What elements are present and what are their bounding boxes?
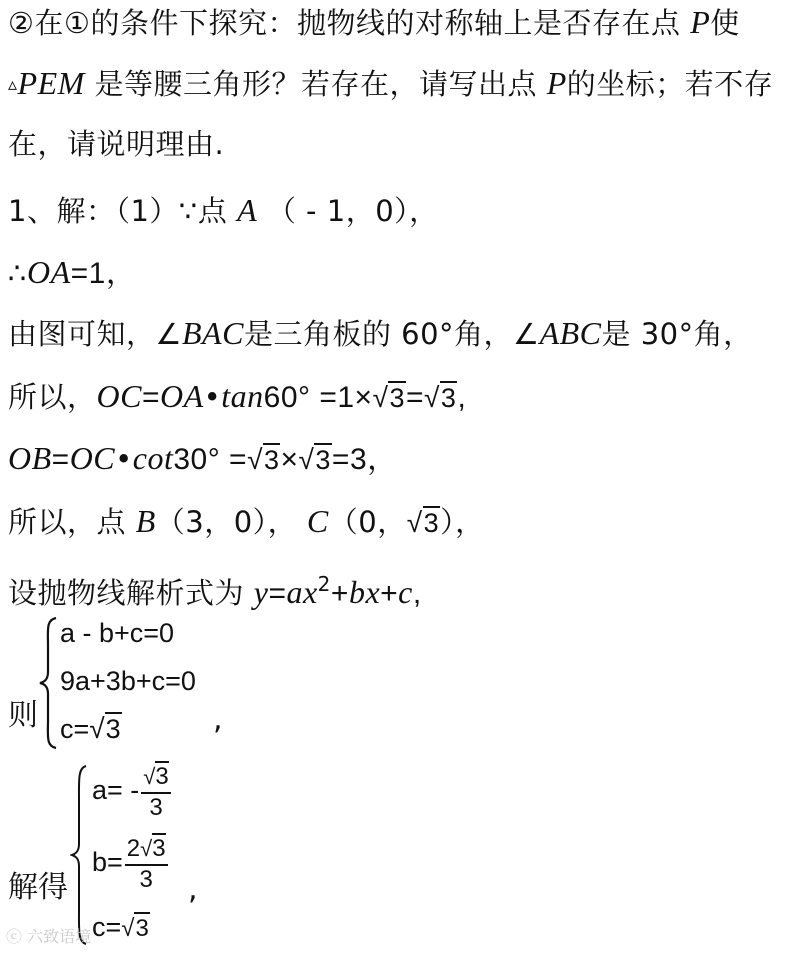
solution-line-3 bbox=[8, 313, 753, 354]
equation-b bbox=[92, 834, 168, 894]
fraction: $\frac{√3}{3}$ bbox=[143, 763, 169, 821]
comma: , bbox=[188, 872, 198, 907]
solution-line-6 bbox=[8, 501, 485, 543]
equation-lhs: c= bbox=[92, 912, 122, 942]
problem-text: 的坐标；若不存 bbox=[566, 67, 774, 101]
solution-text: 设抛物线解析式为 bbox=[8, 576, 245, 610]
equation-system-2 bbox=[8, 760, 308, 950]
system-lead-text: 解得 bbox=[8, 870, 68, 905]
sqrt-3: √3 bbox=[424, 382, 457, 413]
watermark-logo-icon: ⓒ bbox=[6, 927, 23, 946]
watermark bbox=[6, 924, 91, 947]
point-p: P bbox=[690, 4, 711, 40]
term-bx: bx bbox=[348, 574, 381, 610]
problem-text: 使 bbox=[710, 6, 740, 40]
therefore-symbol: ∴ bbox=[8, 256, 27, 290]
solution-text: =3， bbox=[331, 443, 398, 476]
comma: , bbox=[213, 702, 223, 737]
solution-text: 是三角板的 60°角，∠ bbox=[243, 317, 540, 351]
watermark-text: 六致语境 bbox=[27, 927, 92, 946]
sqrt-3: √3 bbox=[89, 713, 121, 744]
exponent: 2 bbox=[317, 572, 331, 596]
radicand: 3 bbox=[440, 383, 457, 413]
equation-3 bbox=[60, 712, 122, 746]
problem-text: ②在①的条件下探究：抛物线的对称轴上是否存在点 bbox=[8, 6, 681, 40]
solution-text: （0， bbox=[328, 505, 407, 539]
sqrt-3: √3 bbox=[406, 507, 440, 538]
problem-line-2 bbox=[8, 63, 773, 105]
term-c: c bbox=[398, 574, 413, 610]
tan-function: tan bbox=[221, 378, 264, 414]
equation-lhs: b= bbox=[92, 847, 123, 878]
solution-text: 所以，点 bbox=[8, 505, 127, 539]
equation-lhs: c= bbox=[60, 714, 90, 744]
equals-sign: = bbox=[141, 381, 160, 414]
solution-text: 1、解：（1）∵点 bbox=[8, 194, 228, 228]
equation-system-1 bbox=[8, 612, 308, 752]
solution-text: 是 30°角， bbox=[601, 317, 753, 351]
radicand: 3 bbox=[423, 508, 440, 538]
sqrt-3: √3 bbox=[298, 444, 331, 475]
segment-oa: OA bbox=[160, 378, 204, 414]
segment-ob: OB bbox=[8, 440, 52, 476]
sqrt-3: √3 bbox=[247, 444, 280, 475]
angle-bac: BAC bbox=[182, 315, 244, 351]
denominator: 3 bbox=[149, 794, 163, 821]
solution-text: （ - 1，0）， bbox=[266, 194, 439, 228]
radicand: 3 bbox=[315, 445, 331, 475]
solution-text: 60° =1× bbox=[263, 381, 373, 414]
angle-abc: ABC bbox=[539, 315, 602, 351]
problem-line-3 bbox=[8, 124, 224, 164]
equals-sign: = bbox=[51, 443, 70, 476]
radicand: 3 bbox=[263, 445, 280, 475]
problem-line-1 bbox=[8, 2, 740, 43]
radicand: 3 bbox=[155, 763, 169, 790]
solution-text: =1， bbox=[70, 257, 137, 290]
equation-lhs: a= - bbox=[92, 775, 140, 806]
equation-1: a - b+c=0 bbox=[60, 618, 175, 648]
left-brace-icon bbox=[70, 764, 90, 946]
solution-line-7 bbox=[8, 564, 422, 614]
sqrt-3: √3 bbox=[121, 910, 150, 946]
radicand: 3 bbox=[389, 383, 405, 413]
point-p: P bbox=[546, 65, 567, 101]
solution-line-1 bbox=[8, 190, 439, 231]
denominator: 3 bbox=[139, 866, 153, 893]
solution-text: 所以， bbox=[8, 380, 97, 414]
radicand: 3 bbox=[105, 714, 121, 744]
solution-line-5 bbox=[8, 438, 398, 480]
sqrt-3: √3 bbox=[372, 382, 405, 413]
segment-oc: OC bbox=[96, 378, 142, 414]
radicand: 3 bbox=[134, 912, 149, 944]
triangle-symbol: ▵ bbox=[8, 74, 18, 95]
dot-operator: • bbox=[115, 442, 133, 476]
plus-sign: + bbox=[330, 577, 349, 610]
segment-oc: OC bbox=[69, 440, 116, 476]
cot-function: cot bbox=[132, 440, 174, 476]
solution-text: 30° = bbox=[173, 443, 248, 476]
comma: , bbox=[412, 577, 422, 610]
problem-text: 在，请说明理由. bbox=[8, 127, 225, 161]
equation-c bbox=[92, 910, 150, 946]
solution-line-4 bbox=[8, 376, 466, 418]
segment-oa: OA bbox=[26, 254, 71, 290]
equals-sign: = bbox=[406, 381, 425, 414]
plus-sign: + bbox=[380, 577, 399, 610]
left-brace-icon bbox=[38, 616, 60, 750]
radicand: 3 bbox=[152, 835, 166, 862]
solution-line-2 bbox=[8, 252, 136, 294]
solution-text: （3，0）， bbox=[155, 505, 298, 539]
point-c: C bbox=[306, 503, 329, 539]
problem-text: 是等腰三角形？若存在，请写出点 bbox=[94, 67, 538, 101]
equals-sign: = bbox=[268, 577, 287, 610]
term-ax: ax bbox=[286, 574, 318, 610]
equation-a bbox=[92, 762, 171, 822]
point-a: A bbox=[237, 192, 258, 228]
var-y: y bbox=[253, 574, 269, 610]
point-b: B bbox=[135, 503, 156, 539]
dot-operator: • bbox=[203, 380, 222, 414]
system-lead-text: 则 bbox=[8, 698, 38, 733]
solution-text: 由图可知，∠ bbox=[8, 317, 182, 351]
equation-2: 9a+3b+c=0 bbox=[60, 666, 196, 696]
comma: , bbox=[457, 381, 467, 414]
coefficient: 2 bbox=[126, 835, 141, 862]
solution-text: ）， bbox=[440, 505, 485, 539]
fraction: $\frac{2√3}{3}$ bbox=[126, 835, 166, 893]
times-sign: × bbox=[280, 443, 299, 476]
triangle-pem: PEM bbox=[17, 65, 85, 101]
